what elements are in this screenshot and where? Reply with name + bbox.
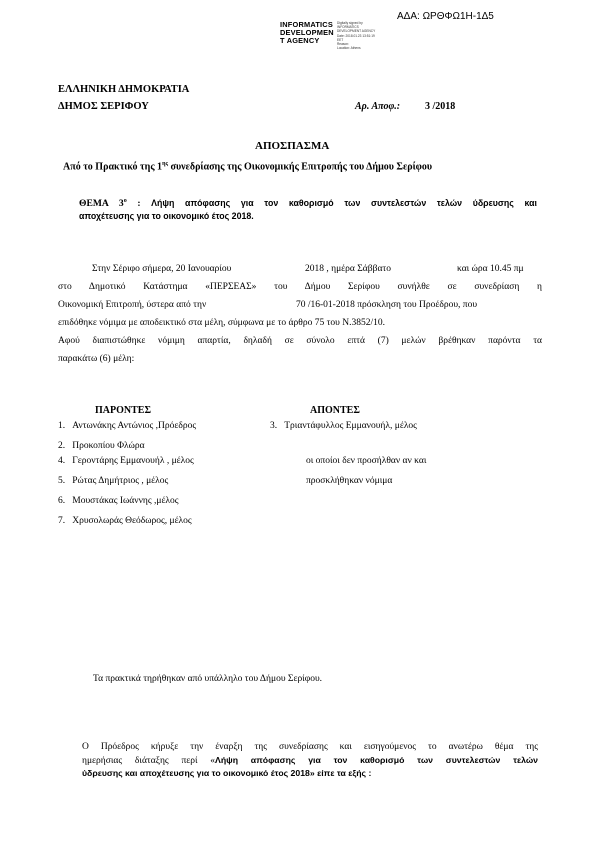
- member-name: Χρυσολωράς Θεόδωρος, μέλος: [72, 516, 192, 526]
- subtitle-text-rest: συνεδρίασης της Οικονομικής Επιτροπής του Δήμου Σερίφου: [168, 161, 433, 173]
- republic-heading: ΕΛΛΗΝΙΚΗ ΔΗΜΟΚΡΑΤΙΑ: [58, 84, 190, 95]
- signature-detail-line: EET: [337, 37, 344, 42]
- member-number: 5.: [58, 476, 66, 486]
- document-title: ΑΠΟΣΠΑΣΜΑ: [255, 140, 330, 152]
- final-text: ημερήσιας διάταξης περί «: [82, 755, 216, 766]
- ada-code: ΑΔΑ: ΩΡΘΦΩ1Η-1Δ5: [397, 11, 494, 22]
- minutes-note: Τα πρακτικά τηρήθηκαν από υπάλληλο του Δήμου Σερίφου.: [93, 674, 323, 684]
- final-bold-text: Λήψη απόφασης για τον καθορισμό των συντελεστών τελών: [215, 754, 538, 765]
- signature-detail-line: INFORMATICS: [337, 25, 359, 30]
- member-name: Μουστάκας Ιωάννης ,μέλος: [72, 496, 179, 506]
- present-member: [58, 440, 145, 452]
- intro-text: Οικονομική Επιτροπή, ύστερα από την: [58, 300, 207, 310]
- absent-note: οι οποίοι δεν προσήλθαν αν και: [306, 456, 427, 466]
- theme-line-1: [79, 195, 537, 210]
- logo-line: INFORMATICS: [280, 20, 333, 29]
- intro-text: επιδόθηκε νόμιμα με αποδεικτικό στα μέλη, σύμφωνα με το άρθρο 75 του Ν.3852/10.: [58, 318, 385, 328]
- signature-detail-line: DEVELOPMENT AGENCY: [337, 29, 376, 34]
- subtitle-text: Από το Πρακτικό της 1: [63, 161, 163, 173]
- final-paragraph: [82, 741, 538, 780]
- final-line-1: Ο Πρόεδρος κήρυξε την έναρξη της συνεδρίασης και εισηγούμενος το ανωτέρω θέμα της: [82, 742, 538, 752]
- present-member: [58, 495, 179, 507]
- logo-line: DEVELOPMEN: [280, 28, 334, 37]
- intro-text: Στην Σέριφο σήμερα, 20 Ιανουαρίου: [92, 264, 232, 274]
- intro-text: και ώρα 10.45 πμ: [457, 264, 524, 274]
- final-line-2: [82, 754, 538, 768]
- theme-text: Λήψη απόφασης για τον καθορισμό των συντελεστών τελών ύδρευσης και: [151, 198, 537, 209]
- intro-text: 2018 , ημέρα Σάββατο: [305, 264, 391, 274]
- signature-detail-line: Reason:: [337, 42, 349, 47]
- present-header: ΠΑΡΟΝΤΕΣ: [95, 405, 151, 416]
- intro-text: 70 /16-01-2018 πρόσκληση του Προέδρου, που: [296, 300, 478, 310]
- present-member: [58, 420, 196, 432]
- subtitle-superscript: ης: [162, 161, 169, 167]
- theme-colon: :: [126, 198, 152, 210]
- signature-detail-line: Location: Athens: [337, 46, 361, 51]
- theme-label: ΘΕΜΑ 3: [79, 198, 124, 210]
- intro-text: στο Δημοτικό Κατάστημα «ΠΕΡΣΕΑΣ» του Δήμου Σερίφου συνήλθε σε συνεδρίαση η: [58, 282, 542, 292]
- decision-number: 3 /2018: [425, 101, 456, 112]
- theme-line-2: αποχέτευσης για το οικονομικό έτος 2018.: [79, 211, 254, 222]
- municipality-heading: ΔΗΜΟΣ ΣΕΡΙΦΟΥ: [58, 101, 149, 112]
- member-number: 7.: [58, 516, 66, 526]
- member-name: Αντωνάκης Αντώνιος ,Πρόεδρος: [72, 421, 197, 431]
- document-subtitle: [63, 161, 432, 172]
- present-member: [58, 515, 192, 527]
- member-number: 3.: [270, 421, 278, 431]
- theme-block: [79, 195, 537, 223]
- member-name: Προκοπίου Φλώρα: [72, 441, 145, 451]
- signature-detail-line: Date: 2018.01.23 13:51:19: [337, 33, 375, 38]
- absent-member: [270, 420, 417, 432]
- signature-logo: [280, 21, 334, 45]
- intro-text: Αφού διαπιστώθηκε νόμιμη απαρτία, δηλαδή σε σύνολο επτά (7) μελών βρέθηκαν παρόντα τα: [58, 336, 542, 346]
- theme-superscript: ο: [123, 198, 127, 204]
- intro-text: παρακάτω (6) μέλη:: [58, 354, 135, 364]
- present-member: [58, 475, 168, 487]
- member-number: 1.: [58, 421, 66, 431]
- present-member: [58, 455, 194, 467]
- member-number: 2.: [58, 441, 66, 451]
- member-name: Ρώτας Δημήτριος , μέλος: [72, 476, 169, 486]
- member-name: Γεροντάρης Εμμανουήλ , μέλος: [72, 456, 194, 466]
- member-name: Τριαντάφυλλος Εμμανουήλ, μέλος: [284, 421, 417, 431]
- member-number: 6.: [58, 496, 66, 506]
- signature-details: [337, 21, 375, 50]
- absent-header: ΑΠΟΝΤΕΣ: [310, 405, 360, 416]
- signature-detail-line: Digitally signed by: [337, 21, 363, 25]
- absent-note: προσκλήθηκαν νόμιμα: [306, 476, 393, 486]
- member-number: 4.: [58, 456, 66, 466]
- final-line-3: ύδρευσης και αποχέτευσης για το οικονομικό έτος 2018» είπε τα εξής :: [82, 768, 372, 778]
- logo-line: T AGENCY: [280, 36, 320, 45]
- decision-number-label: Αρ. Αποφ.:: [355, 101, 401, 112]
